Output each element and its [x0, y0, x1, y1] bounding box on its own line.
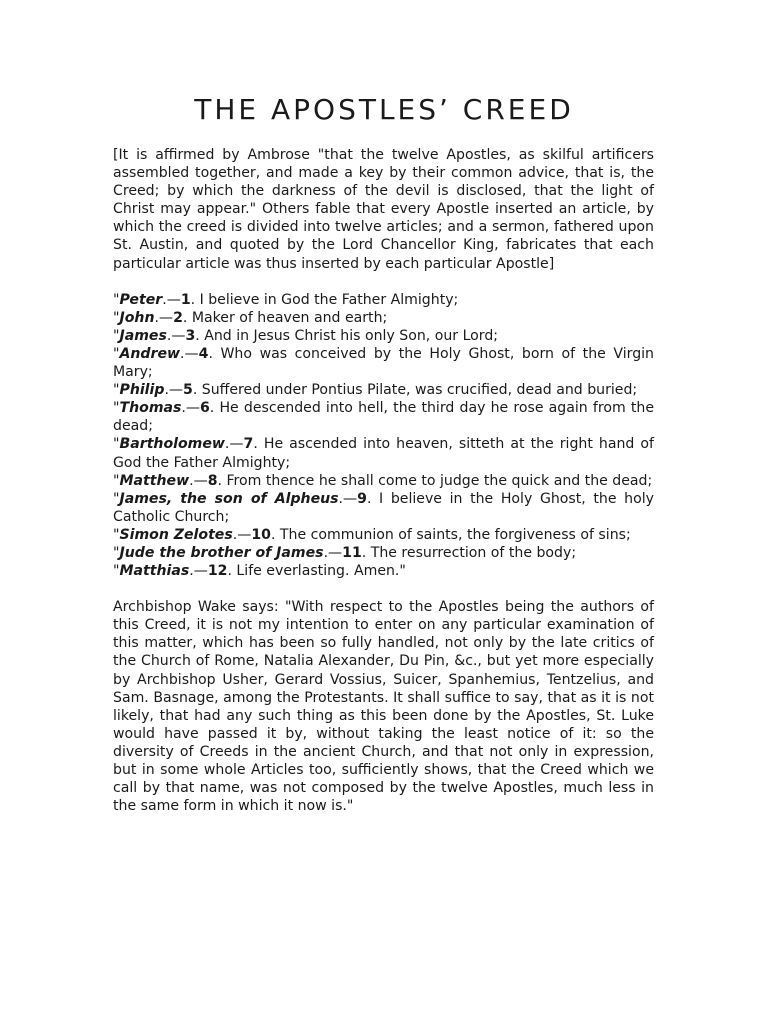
article-text: . Maker of heaven and earth;: [182, 309, 388, 326]
creed-article: "Matthias.—12. Life everlasting. Amen.": [113, 563, 406, 580]
apostle-name: Simon Zelotes: [119, 526, 233, 543]
creed-article: "Philip.—5. Suffered under Pontius Pilate, was crucified, dead and buried;: [113, 382, 638, 399]
creed-article: "Peter.—1. I believe in God the Father Almighty;: [113, 291, 459, 308]
creed-article: "Bartholomew.—7. He ascended into heaven, sitteth at the right hand of God the Father Almighty;: [113, 436, 654, 471]
wake-quote-paragraph: Archbishop Wake says: "With respect to the Apostles being the authors of this Creed, it is not my intention to enter on any particular examination of this matter, which has been so fully handled, not only by the late critics of the Church of Rome, Natalia Alexander, Du Pin, &c., but yet more especially by Archbishop Usher, Gerard Vossius, Suicer, Spanhemius, Tentzelius, and Sam. Basnage, among the Protestants. It shall suffice to say, that as it is not likely, that had any such thing as this been done by the Apostles, St. Luke would have passed it by, without taking the least notice of it: so the diversity of Creeds in the ancient Church, and that not only in expression, but in some whole Articles too, sufficiently shows, that the Creed which we call by that name, was not composed by the twelve Apostles, much less in the same form in which it now is.": [113, 599, 654, 815]
article-text: . I believe in God the Father Almighty;: [190, 291, 459, 308]
article-number: 11: [342, 544, 362, 561]
creed-articles-list: [113, 291, 654, 581]
article-text: . Life everlasting. Amen.": [227, 563, 406, 580]
creed-article: "John.—2. Maker of heaven and earth;: [113, 309, 388, 326]
creed-article: "Simon Zelotes.—10. The communion of saints, the forgiveness of sins;: [113, 526, 631, 543]
article-number: 10: [251, 526, 271, 543]
apostle-name: Peter: [119, 291, 163, 308]
article-text: . I believe in the Holy Ghost, the holy Catholic Church;: [113, 490, 654, 525]
page-title: THE APOSTLES’ CREED: [194, 93, 574, 126]
apostle-name: Jude the brother of James: [119, 544, 324, 561]
article-text: . The communion of saints, the forgiveness of sins;: [270, 526, 631, 543]
creed-article: "Thomas.—6. He descended into hell, the third day he rose again from the dead;: [113, 400, 654, 435]
article-number: 4: [198, 345, 209, 362]
apostle-name: James: [119, 327, 167, 344]
creed-article: "James.—3. And in Jesus Christ his only Son, our Lord;: [113, 327, 499, 344]
article-number: 5: [183, 382, 193, 399]
article-number: 2: [173, 309, 183, 326]
creed-article: "Andrew.—4. Who was conceived by the Holy Ghost, born of the Virgin Mary;: [113, 345, 654, 381]
apostle-name: Andrew: [119, 345, 181, 362]
article-text: . Who was conceived by the Holy Ghost, born of the Virgin Mary;: [113, 345, 654, 381]
article-number: 12: [207, 563, 228, 580]
article-number: 9: [357, 490, 367, 507]
creed-article: "Jude the brother of James.—11. The resurrection of the body;: [113, 544, 577, 561]
creed-article: "Matthew.—8. From thence he shall come to judge the quick and the dead;: [113, 472, 653, 489]
article-text: . He ascended into heaven, sitteth at the right hand of God the Father Almighty;: [113, 436, 654, 471]
apostle-name: James, the son of Alpheus: [119, 490, 339, 507]
creed-article: "James, the son of Alpheus.—9. I believe in the Holy Ghost, the holy Catholic Church;: [113, 490, 654, 525]
article-number: 6: [199, 400, 210, 417]
article-number: 1: [180, 291, 191, 308]
article-number: 8: [207, 472, 218, 489]
apostle-name: John: [119, 309, 155, 326]
intro-paragraph: [It is affirmed by Ambrose "that the twelve Apostles, as skilful artificers assembled together, and made a key by their common advice, that is, the Creed; by which the darkness of the devil is disclosed, that the light of Christ may appear." Others fable that every Apostle inserted an article, by which the creed is divided into twelve articles; and a sermon, fathered upon St. Austin, and quoted by the Lord Chancellor King, fabricates that each particular article was thus inserted by each particular Apostle]: [113, 147, 654, 272]
article-number: 3: [185, 327, 196, 344]
article-number: 7: [243, 436, 254, 453]
apostle-name: Bartholomew: [119, 436, 225, 453]
article-text: . And in Jesus Christ his only Son, our Lord;: [195, 327, 499, 344]
article-text: . Suffered under Pontius Pilate, was crucified, dead and buried;: [192, 382, 638, 399]
article-text: . From thence he shall come to judge the quick and the dead;: [217, 472, 653, 489]
apostle-name: Matthias: [119, 563, 190, 580]
article-text: . The resurrection of the body;: [361, 544, 577, 561]
apostle-name: Thomas: [119, 400, 182, 417]
apostle-name: Matthew: [119, 472, 190, 489]
apostle-name: Philip: [119, 382, 165, 399]
document-body: [113, 146, 654, 815]
article-text: . He descended into hell, the third day he rose again from the dead;: [113, 400, 654, 435]
